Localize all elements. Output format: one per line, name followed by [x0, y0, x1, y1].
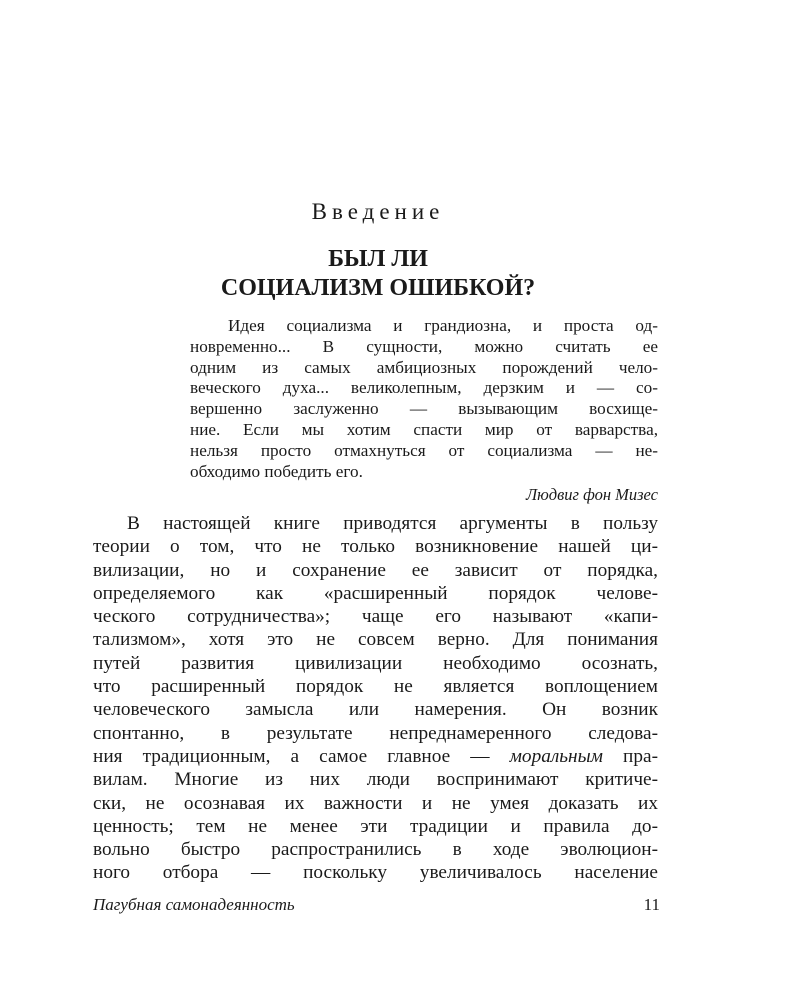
running-footer-title: Пагубная самонадеянность	[93, 895, 295, 914]
body-line: вилизации, но и сохранение ее зависит от порядка,	[93, 559, 658, 581]
body-line: ценность; тем не менее эти традиции и правила до-	[93, 815, 658, 837]
body-line: ческого сотрудничества»; чаще его называют «капи-	[93, 606, 658, 628]
epigraph-line: обходимо победить его.	[190, 461, 363, 481]
emphasis-word: моральным	[509, 745, 603, 767]
epigraph	[190, 316, 658, 482]
epigraph-attribution: Людвиг фон Мизес	[525, 485, 658, 504]
body-line: теории о том, что не только возникновение нашей ци-	[93, 536, 658, 558]
body-line-with-emphasis	[93, 745, 658, 768]
body-line: ного отбора — поскольку увеличивалось население	[93, 862, 658, 884]
chapter-label: Введение	[311, 199, 445, 224]
body-line: вольно быстро распространились в ходе эволюцион-	[93, 839, 658, 861]
epigraph-line: одним из самых амбициозных порождений чело-	[190, 357, 658, 377]
body-line: определяемого как «расширенный порядок челове-	[93, 582, 658, 604]
body-line: путей развития цивилизации необходимо осознать,	[93, 652, 658, 674]
chapter-title-line: БЫЛ ЛИ	[328, 246, 428, 272]
epigraph-line: вершенно заслуженно — вызывающим восхище-	[190, 399, 658, 419]
body-line: тализмом», хотя это не совсем верно. Для понимания	[93, 629, 658, 651]
body-line: человеческого замысла или намерения. Он возник	[93, 699, 658, 721]
epigraph-line: Идея социализма и грандиозна, и проста од-	[228, 316, 658, 335]
chapter-title-line: СОЦИАЛИЗМ ОШИБКОЙ?	[220, 275, 536, 301]
body-line: спонтанно, в результате непреднамеренного следова-	[93, 722, 658, 744]
body-line: что расширенный порядок не является воплощением	[93, 676, 658, 698]
page-number: 11	[643, 895, 660, 914]
epigraph-line: ние. Если мы хотим спасти мир от варварства,	[190, 419, 658, 439]
body-line: вилам. Многие из них люди воспринимают критиче-	[93, 769, 658, 791]
epigraph-line: нельзя просто отмахнуться от социализма — не-	[190, 440, 658, 460]
chapter-title	[0, 245, 756, 303]
body-line: В настоящей книге приводятся аргументы в пользу	[127, 513, 658, 534]
epigraph-line: веческого духа... великолепным, дерзким и — со-	[190, 378, 658, 398]
body-line: ски, не осознавая их важности и не умея доказать их	[93, 792, 658, 814]
body-text	[93, 512, 658, 885]
epigraph-line: новременно... В сущности, можно считать ее	[190, 336, 658, 356]
body-line-start: ния традиционным, а самое главное —	[93, 745, 490, 767]
body-line-end: пра-	[623, 745, 658, 767]
